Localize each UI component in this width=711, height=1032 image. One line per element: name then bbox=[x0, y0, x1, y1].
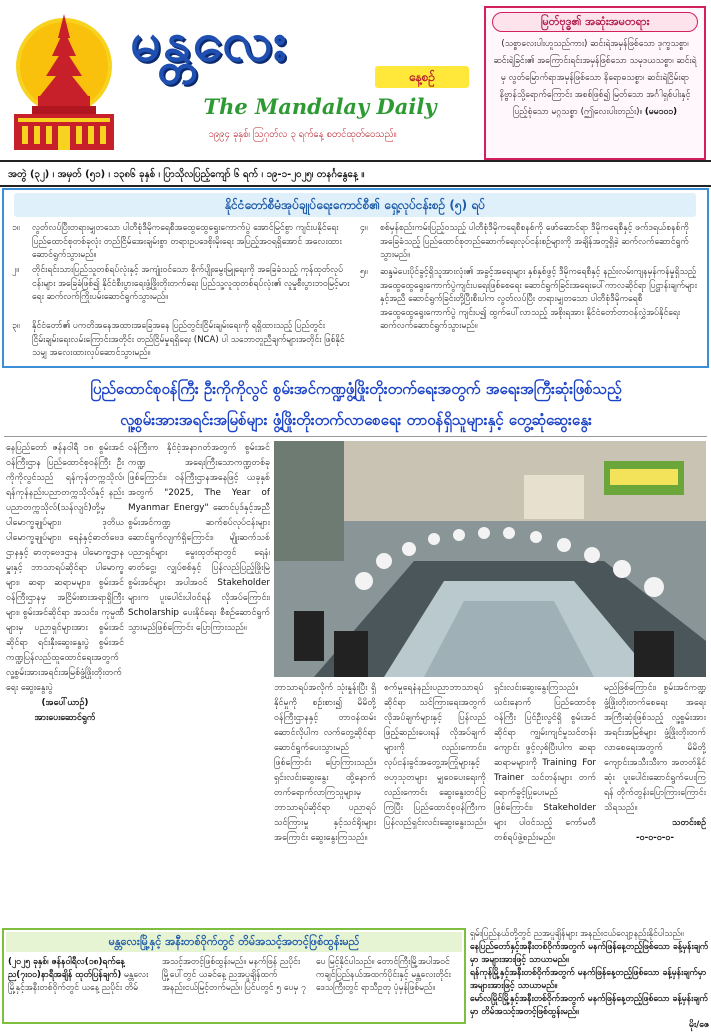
story-column-6 bbox=[604, 681, 706, 925]
masthead-rule-bottom bbox=[0, 185, 711, 187]
dhamma-box-body bbox=[492, 36, 698, 156]
weather-text: မန္တလေးမြို့နှင့်အနီးတစ်ဝိုက်တွင် ယနေ့ ညပိုင်း တိမ်အသင့်အတင့်ဖြစ်ထွန်းမည်။ မနက်ဖြန် ညပိုင်း မြို့ပေါ်တွင် ယခင်နေ့ ညအပူချိန်ထက် အနည်းငယ်မြင့်တက်မည်။ ပြင်ပတွင် ၅ ပေမှ ၇ ပေ မြင့်နိုင်ပါသည်။ တောင်ကြီးမြို့အပါအဝင် ကချင်ပြည်နယ်အထက်ပိုင်းနှင့် မန္တလေးတိုင်းဒေသကြီးတွင် ရာသီဥတု ပုံမှန်ဖြစ်မည်။ bbox=[8, 957, 451, 993]
forecast-byline: မိုး/ဇေ bbox=[688, 1020, 709, 1030]
story-column-5-text: ရှင်းလင်းဆွေးနွေးကြသည်။ ယင်းနောက် ပြည်ထောင်စုဝန်ကြီး ပြင်ဦးလွင်ရှိ စွမ်းအင်ဆိုင်ရာ ကျွမ်းကျင်မှုသင်တန်းကျောင်း ဖွင့်လှစ်ပြီးပါက ဆရာ ဆရာမများကို Training For Trainer သင်တန်းများ တက်ရောက်ခွင့်ပြုပေးမည်ဖြစ်ကြောင်း၊ Stakeholder များ ပါဝင်သည့် ကော်မတီတစ်ရပ်ဖွဲ့စည်းမည်။ bbox=[494, 683, 596, 843]
weather-body bbox=[8, 956, 460, 1022]
policy-item-text: နိုင်ငံတော်၏ ပကတိအနေအထားအခြေအနေ ပြည်တွင်းငြိမ်းချမ်းရေးကို ရရှိထားသည့် ပြည်တွင်းငြိမ်းချမ်းရေးလမ်းကြောင်းအတိုင်း တည်ငြိမ်မှုရရှိရေး (NCA) ပါ သဘောတူညီချက်များအတိုင်း ဖြစ်နိုင်သမျှ အလေးထားလုပ်ဆောင်သွားမည်။ bbox=[32, 321, 345, 358]
story-lower-columns bbox=[274, 681, 706, 925]
story-column-1 bbox=[6, 441, 124, 925]
policy-item-text: တိုင်းရင်းသားပြည်သူတစ်ရပ်လုံးနှင့် အကျုံးဝင်သော စိုက်ပျိုးမွေးမြူရေးကို အခြေခံသည့် ကုန်ထုတ်လုပ်ငန်းများ အခြေခံဖြစ်၍ နိုင်ငံစီးပွားရေးဖွံ့ဖြိုးတိုးတက်ရေး ပြည်သူ့လူထုတစ်ရပ်လုံး၏ လူမှုစီးပွားဘဝမြင့်မားရေး ဆက်လက်ကြိုးပမ်းဆောင်ရွက်သွားမည်။ bbox=[32, 265, 350, 302]
story-column-4-text: စက်မှုရေနံနည်းပညာဘာသာရပ်ဆိုင်ရာ သင်ကြားရေးအတွက် လိုအပ်ချက်များနှင့် ပြန်လည်ဖြည့်ဆည်းပေးရန် လိုအပ်ချက်များကို လည်းကောင်း၊ လုပ်ငန်းခွင်အတွေ့အကြုံများနှင့် ဗဟုသုတများ မျှဝေပေးရေးကိုလည်းကောင်း ဆွေးနွေးတင်ပြကြပြီး ပြည်ထောင်စုဝန်ကြီးက ပြန်လည်ရှင်းလင်းဆွေးနွေးသည်။ bbox=[384, 683, 486, 828]
story-column-3 bbox=[274, 681, 376, 925]
end-mark: -၀-၀-၀-၀- bbox=[635, 833, 675, 843]
policy-item-text: ဆန္ဒမဲပေးပိုင်ခွင့်ရှိသူအားလုံး၏ အခွင့်အရေးများ နှစ်နှစ်ဖွင့် ဒီမိုကရေစီနှင့် နည်းလမ်းကျနမှန်ကန်မှုရှိသည့် အထွေထွေရွေးကောက်ပွဲကျင်းပရေးဖြစ်စေရေး ဆောင်ရွက်ခြင်းအရေးပေါ်ကာလဆိုင်ရာ ပြဋ္ဌာန်းချက်များနှင့်အညီ ဆောင်ရွက်ခြင်းတို့ပြီးစီးပါက လွတ်လပ်ပြီး တရားမျှတသော ပါတီစုံဒီမိုကရေစီအထွေထွေရွေးကောက်ပွဲ ကျင်းပ၍ ထွက်ပေါ်လာသည့် အစိုးရအား နိုင်ငံတော်တာဝန်လွှဲအပ်နိုင်ရေး ဆက်လက်ဆောင်ရွက်သွားမည်။ bbox=[380, 267, 697, 331]
story-column-2: ဝန်ကြီးက နိုင်ငံ့အနာဂတ်အတွက် စွမ်းအင်ကဏ္ဍ အရေးကြီးသောကဏ္ဍတစ်ခုဖြစ်ကြောင်း၊ ဝန်ကြီးဌာနအနေဖြင့် ယခုနှစ်အတွက် "2025, The Year of Myanmar Energy" ဆောင်ပုဒ်နှင့်အညီ စွမ်းအင်ကဏ္ဍ ဆက်စပ်လုပ်ငန်းများ ဆောင်ရွက်လျက်ရှိကြောင်း၊ မျိုးဆက်သစ်ပညာရှင်များ မွေးထုတ်ရာတွင် ရေနံ၊ ဓာတ်ငွေ့၊ လျှပ်စစ်နှင့် ပြန်လည်ပြည့်ဖြိုးမြဲစွမ်းအင်များ အပါအဝင် Stakeholder များက ပူးပေါင်းပါဝင်ရန် လိုအပ်ကြောင်း၊ Scholarship ပေးနိုင်ရေး စီစဉ်ဆောင်ရွက်သွားမည်ဖြစ်ကြောင်း ပြောကြားသည်။ bbox=[128, 443, 270, 633]
dhamma-text: (သစ္စာလေးပါးဟူသည်ကား) ဆင်းရဲအမှန်ဖြစ်သော ဒုက္ခသစ္စာ၊ ဆင်းရဲခြင်း၏ အကြောင်းရင်းအမှန်ဖြစ်သော သမုဒယသစ္စာ၊ ဆင်းရဲမှ လွတ်မြောက်ရာအမှန်ဖြစ်သော နိရောဓသစ္စာ၊ ဆင်းရဲငြိမ်းရာ နိဗ္ဗာန်သို့ရောက်ကြောင်း အစစ်ဖြစ်၍ မြတ်သော အင်္ဂါရှစ်ပါးနှင့် ပြည့်စုံသော မဂ္ဂသစ္စာ (ဤလေးပါးတည်း)။ bbox=[493, 39, 697, 117]
story-column-4 bbox=[384, 681, 486, 925]
forecast-line: မော်လမြိုင်မြို့နှင့်အနီးတစ်ဝိုက်အတွက် မနက်ဖြန်နေ့တည့်ဖြစ်သော ခန့်မှန်းချက်မှာ တိမ်အသင့်အတင့်ဖြစ်ထွန်းမည်။ bbox=[470, 994, 708, 1017]
forecast-line: ရန်ကုန်မြို့နှင့်အနီးတစ်ဝိုက်အတွက် မနက်ဖြန်နေ့တည့်ဖြစ်သော ခန့်မှန်းချက်မှာ အများအားဖြင့် သာယာမည်။ bbox=[470, 968, 707, 991]
weather-date-line: (၂၀၂၅ ခုနှစ်၊ ဇန်နဝါရီလ(၁၈)ရက်နေ့ ည(၇း၀၀)နာရီအချိန် ထုတ်ပြန်ချက်) bbox=[8, 957, 125, 980]
policy-item-number: ၄။ bbox=[360, 223, 368, 233]
paper-english-name: The Mandalay Daily bbox=[203, 94, 437, 119]
byline: သတင်းစဉ် bbox=[671, 818, 706, 828]
policy-item bbox=[360, 222, 700, 264]
policy-item bbox=[360, 266, 700, 364]
continued-label: (အပေါ်ယာဉ်) bbox=[41, 698, 89, 708]
issue-info: အတွဲ (၃၂) ၊ အမှတ် (၅၁) ၊ ၁၃၈၆ ခုနှစ် ၊ ပြာသိုလပြည့်ကျော် ၆ ရက် ၊ ၁၉-၁-၂၀၂၅၊ တနင်္ဂနွေနေ့ ။ bbox=[8, 169, 365, 180]
forecast-line: နေပြည်တော်နှင့်အနီးတစ်ဝိုက်အတွက် မနက်ဖြန်နေ့တည့်ဖြစ်သော ခန့်မှန်းချက်မှာ အများအားဖြင့် သာယာမည်။ bbox=[470, 942, 709, 965]
dhamma-ref: (မမ၁၀၁) bbox=[644, 107, 678, 117]
headline-line-2: လူ့စွမ်းအားအရင်းအမြစ်များ ဖွံ့ဖြိုးတိုးတက်လာစေရေး တာဝန်ရှိသူများနှင့် တွေ့ဆုံဆွေးနွေး bbox=[120, 411, 592, 429]
policy-item bbox=[12, 320, 350, 364]
policy-item-text: စစ်မှန်စည်းကမ်းပြည့်ဝသည့် ပါတီစုံဒီမိုကရေစီစနစ်ကို ဖော်ဆောင်ရာ ဒီမိုကရေစီနှင့် ဖက်ဒရယ်စနစ်ကိုအခြေခံသည့် ပြည်ထောင်စုတည်ဆောက်ရေးလုပ်ငန်းစဉ်များကို အချိန်အတူရှိခဲ့ ဆက်လက်ဆောင်ရွက်သွားမည်။ bbox=[380, 223, 689, 260]
meeting-photo bbox=[274, 441, 706, 677]
policy-item bbox=[12, 264, 350, 318]
weather-forecast-column bbox=[470, 928, 709, 1030]
policy-item-number: ၅။ bbox=[360, 267, 368, 277]
dhamma-box-title: မြတ်ဗုဒ္ဓ၏ အဆုံးအမတရား bbox=[492, 12, 698, 32]
story-column-1-text: နေပြည်တော် ဇန်နဝါရီ ၁၈ စွမ်းအင်ဝန်ကြီးဌာန ပြည်ထောင်စုဝန်ကြီး ဦးကိုကိုလွင်သည် ရန်ကုန်တက္ကသိုလ်၊ ရန်ကုန်နည်းပညာတက္ကသိုလ်နှင့် နည်းပညာတက္ကသိုလ်(သန်လျင်)တို့မှ ပါမောက္ခချုပ်များ၊ ဒုတိယပါမောက္ခချုပ်များ၊ ရေနံနှင့်ဓာတ်ဗေဒဌာနနှင့် ဓာတုဗေဒဌာန ပါမောက္ခဌာနမှူးနှင့် ဘာသာရပ်ဆိုင်ရာ ပါမောက္ခများ၊ ဆရာ ဆရာမများ၊ စွမ်းအင်ဝန်ကြီးဌာနမှ အငြိမ်းစားအရာရှိကြီးများ၊ စွမ်းအင်ဆိုင်ရာ အသင်း၊ ကုမ္ပဏီများမှ ပညာရှင်များအား စွမ်းအင်ဆိုင်ရာ ရင်းနှီးဆွေးနွေးပွဲ စွမ်းအင်ကဏ္ဍပြန်လည်ထူထောင်ရေးအတွက် လူ့စွမ်းအားအရင်းအမြစ်ဖွံ့ဖြိုးတိုးတက်ရေး ဆွေးနွေးပွဲ bbox=[6, 443, 124, 693]
policy-item-text: လွတ်လပ်ပြီးတရားမျှတသော ပါတီစုံဒီမိုကရေစီအထွေထွေရွေးကောက်ပွဲ အောင်မြင်စွာ ကျင်းပနိုင်ရေး ပြည်ထောင်စုတစ်ခုလုံး တည်ငြိမ်အေးချမ်းစွာ တရားဥပဒေစိုးမိုးရေး အပြည့်အဝရရှိအောင် အလေးထားဆောင်ရွက်သွားမည်။ bbox=[32, 223, 342, 260]
policy-item bbox=[12, 222, 350, 262]
policy-item-number: ၂။ bbox=[12, 265, 19, 275]
story-subhead: အားပေးဆောင်ရွက် bbox=[34, 713, 96, 723]
story-column-6-text: မည်ဖြစ်ကြောင်း၊ စွမ်းအင်ကဏ္ဍ ဖွံ့ဖြိုးတိုးတက်စေရေး အရေးအကြီးဆုံးဖြစ်သည့် လူ့စွမ်းအားအရင်းအမြစ်များ ဖွံ့ဖြိုးတိုးတက်လာစေရေးအတွက် မိမိတို့ကျောင်းအသီးသီးက အတတ်နိုင်ဆုံး ပူးပေါင်းဆောင်ရွက်ပေးကြရန် တိုက်တွန်းပြောကြားကြောင်း သိရသည်။ bbox=[604, 683, 706, 813]
daily-badge: နေ့စဉ် bbox=[375, 66, 469, 88]
policy-item-number: ၃။ bbox=[12, 321, 20, 331]
story-column-3-text: ဘာသာရပ်အလိုက် သုံးနှုန်းပြီး ရှိနိုင်မှုကို စဉ်းစား၍ မိမိတို့ဝန်ကြီးဌာနနှင့် တာဝန်ထမ်းဆောင်လိုပါက လက်တွေ့ဆိုင်ရာ ဆောင်ရွက်ပေးသွားမည်ဖြစ်ကြောင်း ပြောကြားသည်။ ရှင်းလင်းဆွေးနွေး ထို့နောက် တက်ရောက်လာကြသူများမှ ဘာသာရပ်ဆိုင်ရာ ပညာရပ်သင်ကြားမှု နှင့်သင်ရိုးများ အကြောင်း ဆွေးနွေးကြသည်။ bbox=[274, 683, 376, 843]
paper-title: မန္တလေး bbox=[130, 9, 289, 73]
palace-emblem-logo bbox=[8, 4, 120, 154]
policy-header: နိုင်ငံတော်စီမံအုပ်ချုပ်ရေးကောင်စီ၏ ရှေ့လုပ်ငန်းစဉ် (၅) ရပ် bbox=[14, 193, 696, 217]
founding-tagline: ၁၉၉၄ ခုနှစ်၊ ဩဂုတ်လ ၃ ရက်နေ့ စတင်ထုတ်ဝေသည်။ bbox=[208, 129, 397, 140]
story-column-5 bbox=[494, 681, 596, 925]
weather-header: မန္တလေးမြို့နှင့် အနီးတစ်ဝိုက်တွင် တိမ်အသင့်အတင့်ဖြစ်ထွန်းမည် bbox=[6, 932, 462, 952]
policy-item-number: ၁။ bbox=[12, 223, 20, 233]
headline-line-1: ပြည်ထောင်စုဝန်ကြီး ဦးကိုကိုလွင် စွမ်းအင်ကဏ္ဍဖွံ့ဖြိုးတိုးတက်ရေးအတွက် အရေးအကြီးဆုံးဖြစ်သည့် bbox=[90, 380, 622, 398]
headline-divider bbox=[4, 436, 707, 437]
forecast-line: ရှမ်းပြည်နယ်တို့တွင် ညအပူချိန်များ အနည်းငယ်လျော့နည်းနိုင်ပါသည်။ bbox=[470, 929, 684, 939]
masthead-rule-top bbox=[0, 160, 711, 162]
